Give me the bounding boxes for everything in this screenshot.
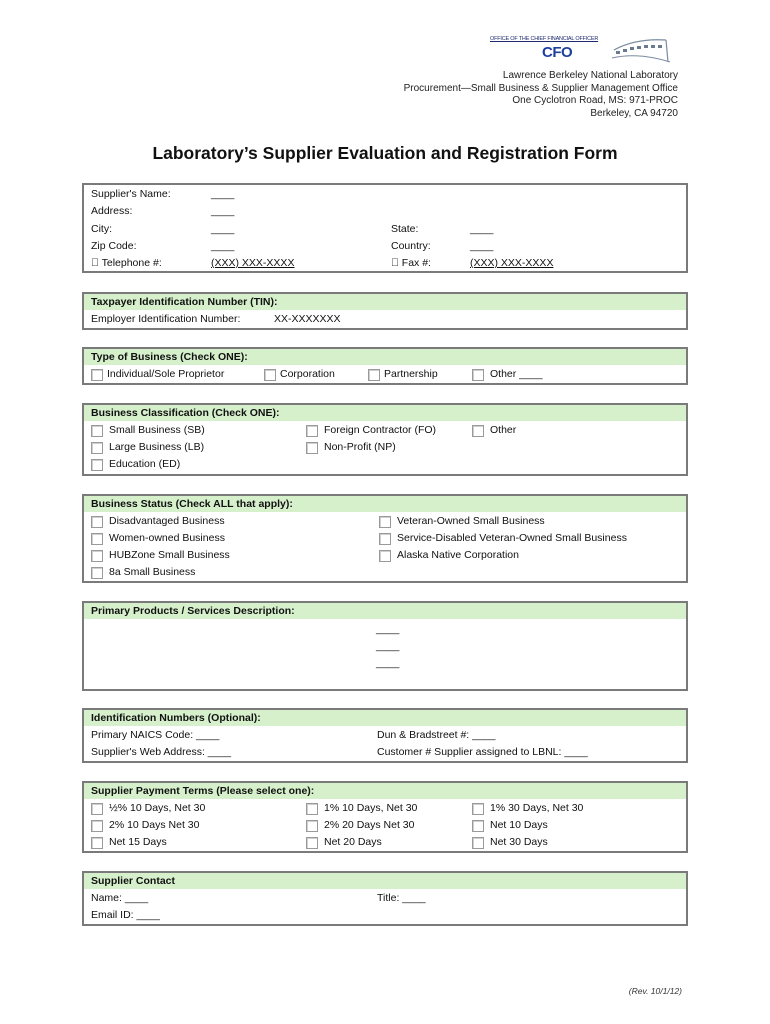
revision-note: (Rev. 10/1/12) <box>628 986 682 996</box>
option-label: 2% 20 Days Net 30 <box>324 819 415 831</box>
status-heading: Business Status (Check ALL that apply): <box>84 496 686 513</box>
option-label: Disadvantaged Business <box>109 515 225 527</box>
option-label: Net 15 Days <box>109 836 167 848</box>
ein-field[interactable]: XX-XXXXXXX <box>274 313 341 325</box>
checkbox-large-business[interactable] <box>91 442 103 454</box>
tin-heading: Taxpayer Identification Number (TIN): <box>84 294 686 311</box>
checkbox-1-30-net-30[interactable] <box>472 803 484 815</box>
checkbox-1-10-net-30[interactable] <box>306 803 318 815</box>
checkbox-half-10-net-30[interactable] <box>91 803 103 815</box>
checkbox-classification-other[interactable] <box>472 425 484 437</box>
fax-field[interactable]: (XXX) XXX-XXXX <box>470 257 554 269</box>
country-label: Country: <box>391 240 431 252</box>
checkbox-corporation[interactable] <box>264 369 276 381</box>
checkbox-other[interactable] <box>472 369 484 381</box>
option-label: 1% 30 Days, Net 30 <box>490 802 584 814</box>
option-label: Non-Profit (NP) <box>324 441 396 453</box>
address-line-3: One Cyclotron Road, MS: 971-PROC <box>512 95 678 106</box>
business-status-section <box>82 494 688 583</box>
option-label: Service-Disabled Veteran-Owned Small Business <box>397 532 627 544</box>
payment-terms-section <box>82 781 688 853</box>
option-label: Foreign Contractor (FO) <box>324 424 437 436</box>
checkbox-small-business[interactable] <box>91 425 103 437</box>
option-label: Other ____ <box>490 368 543 380</box>
checkbox-net-20[interactable] <box>306 837 318 849</box>
checkbox-alaska-native[interactable] <box>379 550 391 562</box>
state-label: State: <box>391 223 419 235</box>
option-label: Partnership <box>384 368 438 380</box>
identification-section <box>82 708 688 763</box>
logo-office-text: OFFICE OF THE CHIEF FINANCIAL OFFICER <box>490 36 599 42</box>
dnb-field[interactable]: Dun & Bradstreet #: ____ <box>377 729 496 741</box>
option-label: HUBZone Small Business <box>109 549 230 561</box>
address-line-1: Lawrence Berkeley National Laboratory <box>502 70 678 81</box>
business-type-heading: Type of Business (Check ONE): <box>84 349 686 366</box>
zip-field[interactable]: ____ <box>211 240 235 252</box>
zip-label: Zip Code: <box>91 240 137 252</box>
option-label: Net 10 Days <box>490 819 548 831</box>
option-label: Net 30 Days <box>490 836 548 848</box>
checkbox-2-10-net-30[interactable] <box>91 820 103 832</box>
option-label: Individual/Sole Proprietor <box>107 368 225 380</box>
tin-section <box>82 292 688 330</box>
option-label: Small Business (SB) <box>109 424 205 436</box>
option-label: Corporation <box>280 368 335 380</box>
business-type-section <box>82 347 688 385</box>
cfo-logo <box>488 34 678 68</box>
fax-label:   Fax #: <box>391 257 431 269</box>
contact-heading: Supplier Contact <box>84 873 686 890</box>
telephone-label:   Telephone #: <box>91 257 162 269</box>
logo-cfo-text: CFO <box>542 44 573 61</box>
address-line-2: Procurement—Small Business & Supplier Management Office <box>403 82 678 94</box>
payment-heading: Supplier Payment Terms (Please select one): <box>84 783 686 800</box>
products-line-3[interactable]: ____ <box>376 657 400 669</box>
contact-name-field[interactable]: Name: ____ <box>91 892 149 904</box>
checkbox-veteran-owned[interactable] <box>379 516 391 528</box>
classification-heading: Business Classification (Check ONE): <box>84 405 686 422</box>
lab-address <box>404 70 678 120</box>
building-icon <box>608 28 674 66</box>
checkbox-women-owned[interactable] <box>91 533 103 545</box>
country-field[interactable]: ____ <box>470 240 494 252</box>
products-section <box>82 601 688 691</box>
checkbox-service-disabled-veteran[interactable] <box>379 533 391 545</box>
option-label: Veteran-Owned Small Business <box>397 515 545 527</box>
state-field[interactable]: ____ <box>470 223 494 235</box>
identification-heading: Identification Numbers (Optional): <box>84 710 686 727</box>
form-title: Laboratory’s Supplier Evaluation and Registration Form <box>152 143 618 163</box>
products-line-2[interactable]: ____ <box>376 640 400 652</box>
address-label: Address: <box>91 205 133 217</box>
option-label: Women-owned Business <box>109 532 225 544</box>
naics-field[interactable]: Primary NAICS Code: ____ <box>91 729 220 741</box>
option-label: Large Business (LB) <box>109 441 205 453</box>
checkbox-disadvantaged[interactable] <box>91 516 103 528</box>
option-label: 2% 10 Days Net 30 <box>109 819 200 831</box>
checkbox-partnership[interactable] <box>368 369 380 381</box>
contact-email-field[interactable]: Email ID: ____ <box>91 909 160 921</box>
checkbox-net-15[interactable] <box>91 837 103 849</box>
address-line-4: Berkeley, CA 94720 <box>590 107 678 119</box>
address-field[interactable]: ____ <box>211 205 235 217</box>
city-field[interactable]: ____ <box>211 223 235 235</box>
checkbox-8a[interactable] <box>91 567 103 579</box>
option-label: ½% 10 Days, Net 30 <box>109 802 206 814</box>
web-address-field[interactable]: Supplier's Web Address: ____ <box>91 746 232 758</box>
ein-label: Employer Identification Number: <box>91 313 241 325</box>
checkbox-non-profit[interactable] <box>306 442 318 454</box>
checkbox-net-10[interactable] <box>472 820 484 832</box>
customer-number-field[interactable]: Customer # Supplier assigned to LBNL: ____ <box>377 746 588 758</box>
checkbox-net-30[interactable] <box>472 837 484 849</box>
supplier-contact-section <box>82 871 688 926</box>
option-label: Alaska Native Corporation <box>397 549 519 561</box>
supplier-name-field[interactable]: ____ <box>211 188 235 200</box>
telephone-field[interactable]: (XXX) XXX-XXXX <box>211 257 295 269</box>
checkbox-education[interactable] <box>91 459 103 471</box>
supplier-name-label: Supplier's Name: <box>91 188 171 200</box>
option-label: Net 20 Days <box>324 836 382 848</box>
checkbox-2-20-net-30[interactable] <box>306 820 318 832</box>
products-heading: Primary Products / Services Description: <box>84 603 686 620</box>
option-label: 8a Small Business <box>109 566 196 578</box>
option-label: 1% 10 Days, Net 30 <box>324 802 418 814</box>
supplier-info-section <box>82 183 688 273</box>
checkbox-hubzone[interactable] <box>91 550 103 562</box>
option-label: Other <box>490 424 517 436</box>
checkbox-foreign-contractor[interactable] <box>306 425 318 437</box>
city-label: City: <box>91 223 112 235</box>
checkbox-sole-proprietor[interactable] <box>91 369 103 381</box>
option-label: Education (ED) <box>109 458 181 470</box>
products-line-1[interactable]: ____ <box>376 623 400 635</box>
business-classification-section <box>82 403 688 476</box>
contact-title-field[interactable]: Title: ____ <box>377 892 426 904</box>
